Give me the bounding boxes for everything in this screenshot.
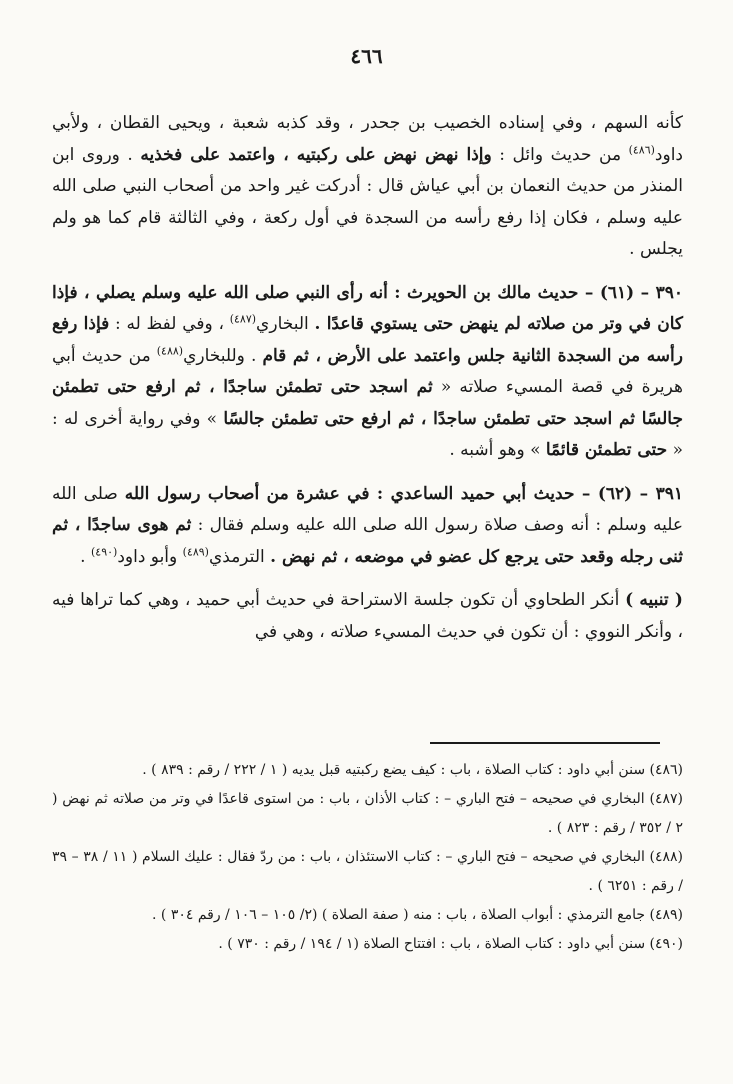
footnote-ref-486[interactable]: (٤٨٦)	[628, 142, 655, 156]
footnote-ref-488[interactable]: (٤٨٨)	[156, 343, 184, 357]
main-text	[52, 108, 683, 648]
footnote-486: (٤٨٦) سنن أبي داود : كتاب الصلاة ، باب : كيف يضع ركبتيه قبل يديه ( ١ / ٢٢٢ / رقم : ٨٣٩ ) .	[142, 762, 683, 778]
footnotes	[52, 756, 683, 959]
text-span: أنكر الطحاوي أن تكون جلسة الاستراحة في حديث أبي حميد ، وهي كما تراها فيه ، وأنكر النووي : أن تكون في حديث المسيء صلاته ، وهي في	[52, 590, 683, 642]
note-label: ( تنبيه )	[625, 590, 683, 610]
text-span: الترمذي	[208, 546, 271, 567]
bold-quote: ثم هوى ساجدًا ، ثم ثنى رجله وقعد حتى يرجع كل عضو في موضعه ، ثم نهض .	[52, 515, 683, 567]
hadith-391	[52, 479, 683, 574]
hadith-390	[52, 278, 683, 467]
page-number: ٤٦٦	[350, 44, 383, 68]
bold-quote: وإذا نهض نهض على ركبتيه ، واعتمد على فخذيه	[140, 144, 492, 165]
text-span: .	[80, 546, 91, 567]
text-span: البخاري	[256, 314, 315, 334]
text-span: . وروى ابن المنذر من حديث النعمان بن أبي عياش قال : أدركت غير واحد من أصحاب النبي صلى الله عليه وسلم ، فكان إذا رفع رأسه من السجدة في أول ركعة ، وفي الثالثة قام كما هو ولم يجلس .	[52, 144, 683, 259]
text-span: ، وفي لفظ له :	[109, 314, 230, 334]
text-span: كأنه السهم ، وفي إسناده الخصيب بن جحدر ، وقد كذبه شعبة ، ويحيى القطان ، ولأبي داود	[52, 113, 683, 165]
hadith-heading: ٣٩٠ – (٦١) – حديث مالك بن الحويرث : أنه رأى النبي صلى الله عليه وسلم يصلي ، فإذا كان في وتر من صلاته لم ينهض حتى يستوي قاعدًا .	[52, 282, 683, 334]
footnote-488: (٤٨٨) البخاري في صحيحه – فتح الباري – : كتاب الاستئذان ، باب : من ردّ فقال : عليك السلام ( ١١ / ٣٨ – ٣٩ / رقم : ٦٢٥١ ) .	[52, 849, 683, 894]
footnote-487: (٤٨٧) البخاري في صحيحه – فتح الباري – : كتاب الأذان ، باب : من استوى قاعدًا في وتر من صلاته ثم نهض ( ٢ / ٣٥٢ / رقم : ٨٢٣ ) .	[52, 791, 683, 836]
hadith-heading: ٣٩١ – (٦٢) – حديث أبي حميد الساعدي : في عشرة من أصحاب رسول الله	[124, 483, 683, 504]
paragraph-1	[52, 108, 683, 266]
footnote-ref-490[interactable]: (٤٩٠)	[90, 544, 118, 558]
text-span: » وهو أشبه .	[449, 440, 546, 460]
bold-quote: فإذا رفع رأسه من السجدة الثانية جلس واعتمد على الأرض ، ثم قام	[52, 314, 683, 366]
footnote-ref-489[interactable]: (٤٨٩)	[182, 544, 209, 558]
footnote-divider	[430, 742, 660, 744]
text-span: من حديث أبي هريرة في قصة المسيء صلاته «	[52, 345, 683, 397]
note-paragraph	[52, 585, 683, 648]
text-span: وأبو داود	[117, 546, 183, 567]
footnote-489: (٤٨٩) جامع الترمذي : أبواب الصلاة ، باب : منه ( صفة الصلاة ) (٢/ ١٠٥ – ١٠٦ / رقم ٣٠٤ ) .	[152, 907, 683, 923]
footnote-ref-487[interactable]: (٤٨٧)	[229, 312, 257, 326]
bold-quote: ثم اسجد حتى تطمئن ساجدًا ، ثم ارفع حتى تطمئن جالسًا ثم اسجد حتى تطمئن ساجدًا ، ثم ارفع حتى تطمئن جالسًا	[52, 377, 683, 429]
text-span: » وفي رواية أخرى له : «	[52, 408, 683, 460]
text-span: صلى الله عليه وسلم : أنه وصف صلاة رسول الله صلى الله عليه وسلم فقال :	[52, 483, 683, 535]
text-span: من حديث وائل :	[491, 144, 629, 165]
bold-quote: حتى تطمئن قائمًا	[545, 440, 668, 460]
text-span: . وللبخاري	[183, 345, 263, 366]
footnote-490: (٤٩٠) سنن أبي داود : كتاب الصلاة ، باب : افتتاح الصلاة (١ / ١٩٤ / رقم : ٧٣٠ ) .	[218, 936, 683, 952]
